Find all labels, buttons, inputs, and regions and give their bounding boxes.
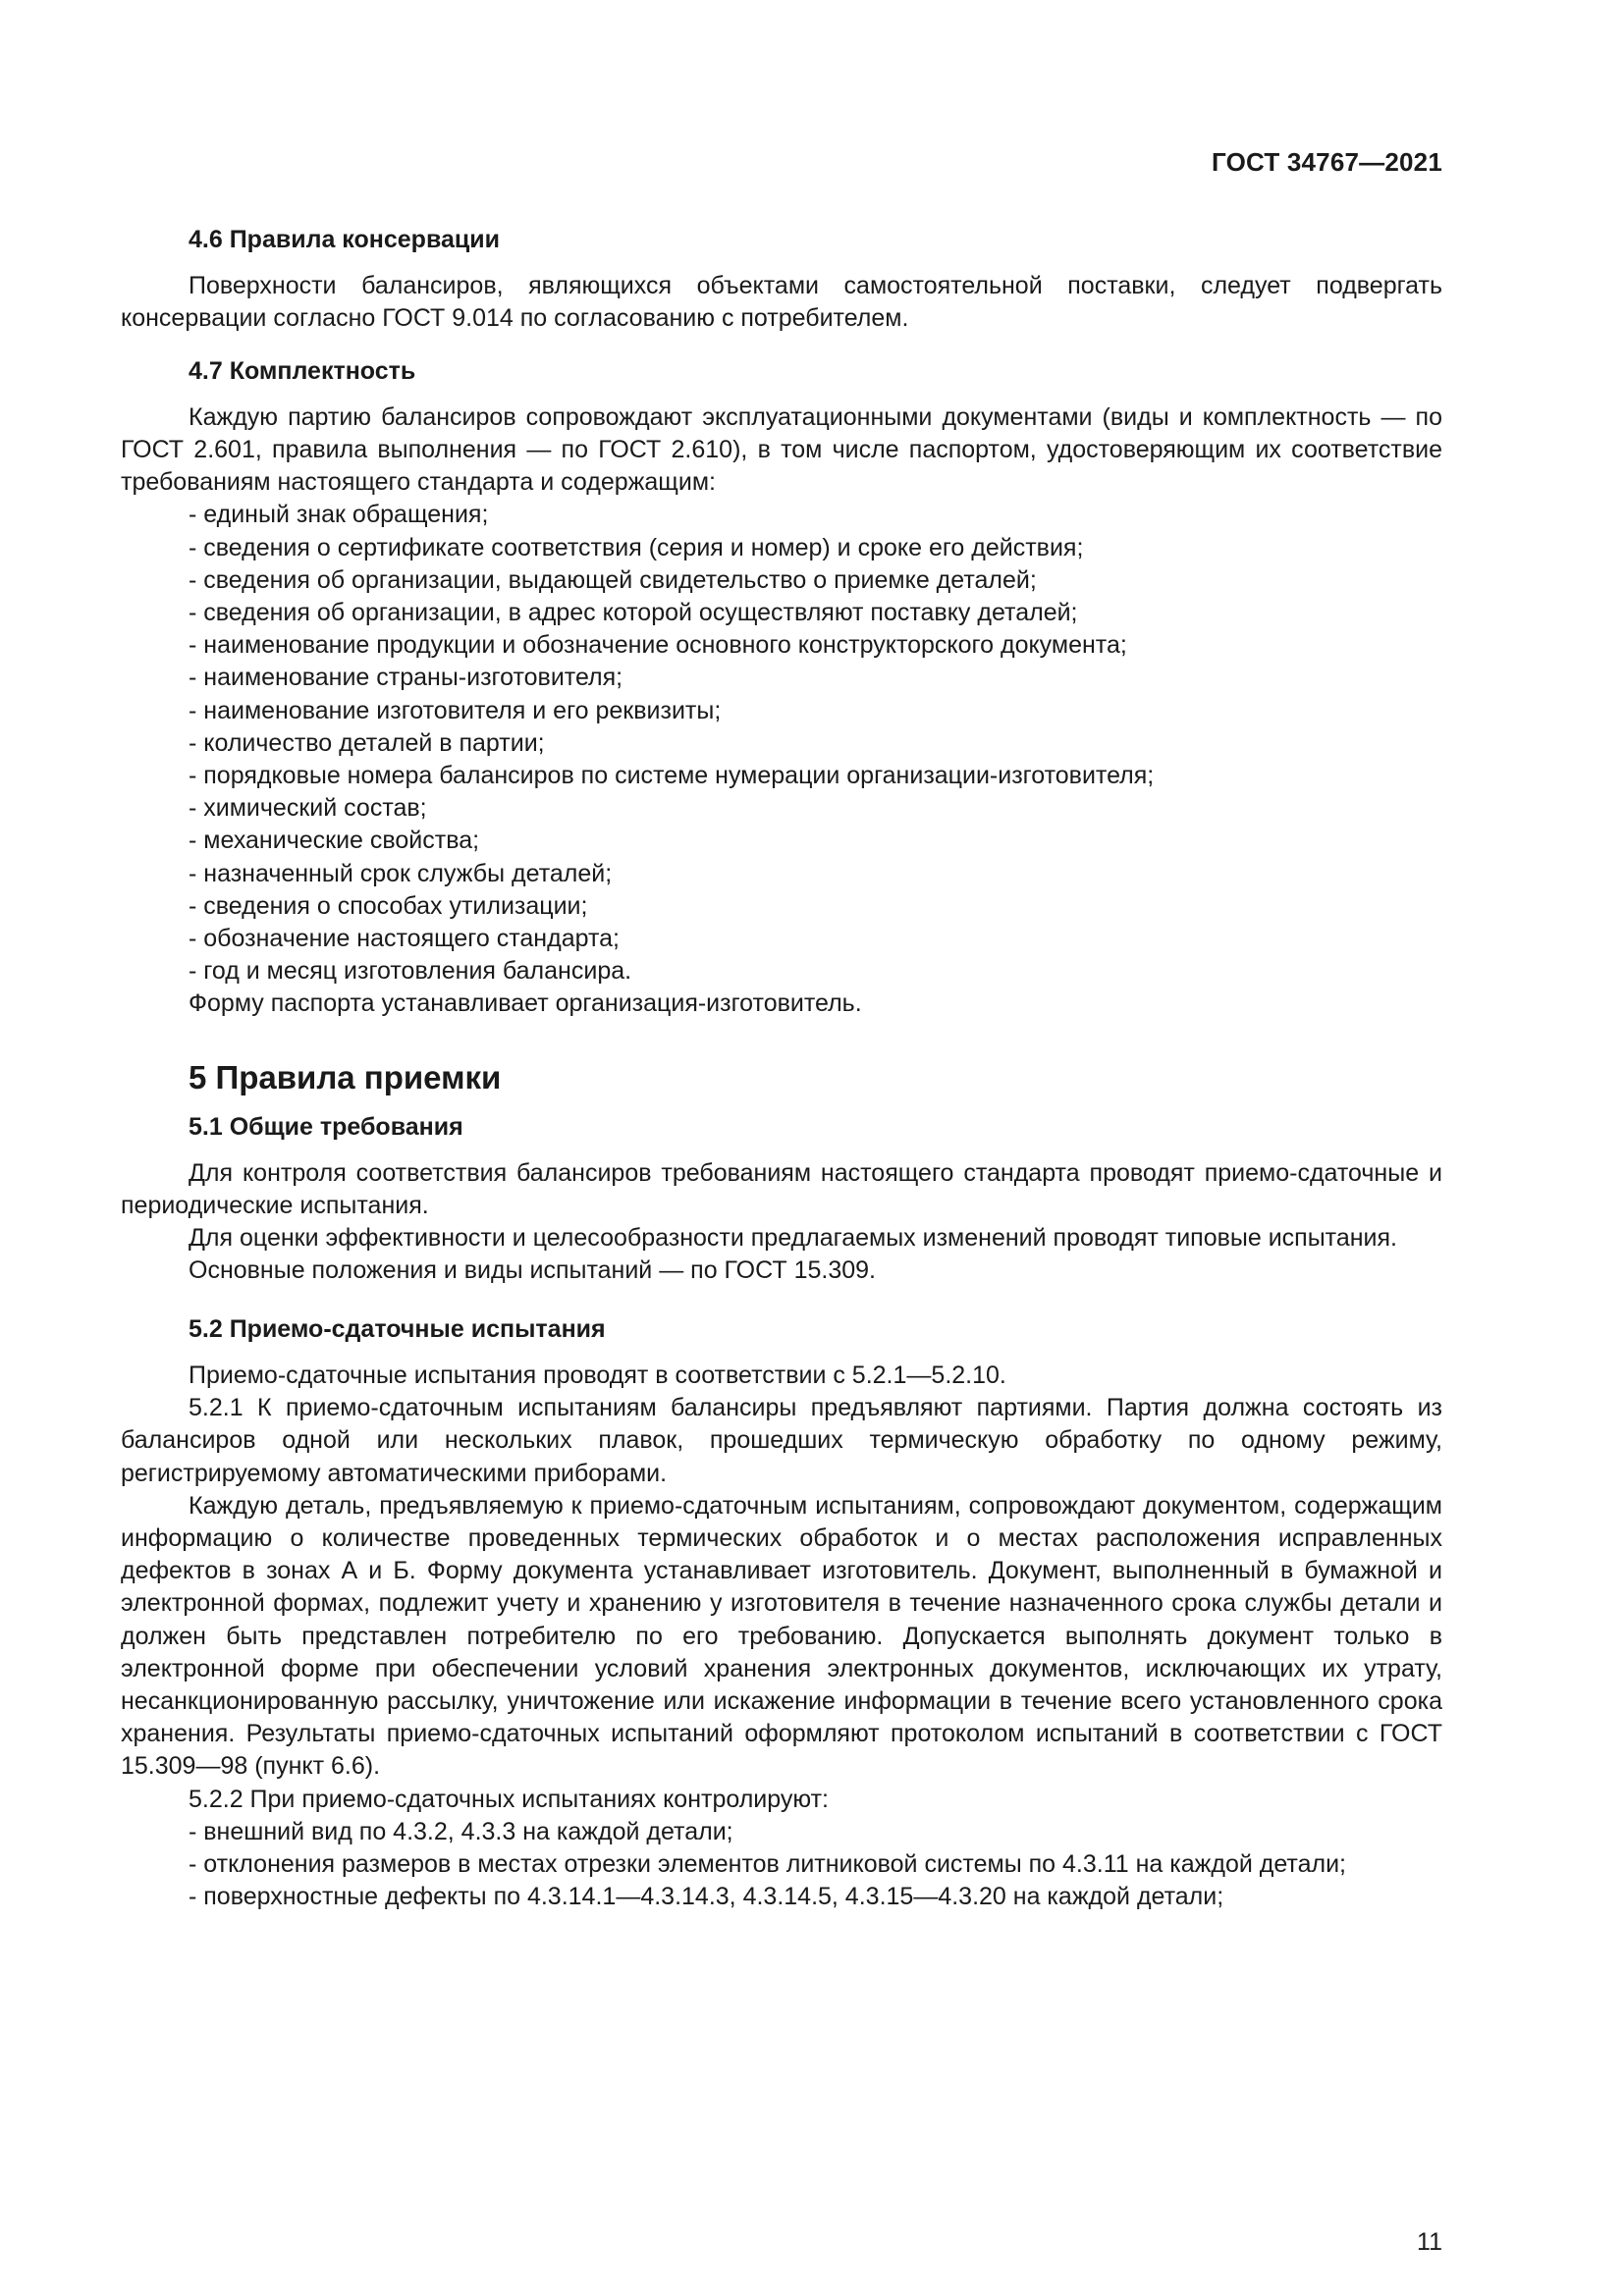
- list-item: - назначенный срок службы деталей;: [189, 859, 613, 887]
- section-5-2-paragraph-1: Приемо-сдаточные испытания проводят в соответствии с 5.2.1—5.2.10.: [189, 1361, 1006, 1389]
- section-4-6-heading: 4.6 Правила консервации: [189, 226, 500, 253]
- list-item: - наименование продукции и обозначение основного конструкторского документа;: [189, 631, 1127, 660]
- list-item: - наименование изготовителя и его реквизиты;: [189, 696, 722, 724]
- page-number: 11: [1417, 2228, 1442, 2256]
- document-code-header: ГОСТ 34767—2021: [1212, 147, 1442, 177]
- list-item: - сведения об организации, в адрес которой осуществляют поставку деталей;: [189, 599, 1078, 627]
- list-item: - количество деталей в партии;: [189, 728, 545, 757]
- list-item: - химический состав;: [189, 794, 427, 823]
- list-item: - обозначение настоящего стандарта;: [189, 925, 620, 953]
- page-body: [121, 224, 1442, 1913]
- section-5-1-paragraph-1: Для контроля соответствия балансиров требованиям настоящего стандарта проводят приемо-сдаточные и периодические испытания.: [121, 1158, 1442, 1220]
- section-5-1-heading: 5.1 Общие требования: [189, 1112, 463, 1141]
- section-5-heading: 5 Правила приемки: [189, 1058, 502, 1095]
- list-item: - наименование страны-изготовителя;: [189, 664, 623, 692]
- list-item: - внешний вид по 4.3.2, 4.3.3 на каждой детали;: [189, 1817, 733, 1845]
- list-item: - порядковые номера балансиров по системе нумерации организации-изготовителя;: [189, 762, 1155, 790]
- section-5-2-1-paragraph: 5.2.1 К приемо-сдаточным испытаниям балансиры предъявляют партиями. Партия должна состоять из балансиров одной или нескольких плавок, прошедших термическую обработку по одному режиму, регистрируемому автоматическими приборами.: [121, 1394, 1442, 1487]
- passport-form-note: Форму паспорта устанавливает организация-изготовитель.: [189, 989, 862, 1018]
- section-5-2-heading: 5.2 Приемо-сдаточные испытания: [189, 1314, 606, 1343]
- list-item: - сведения об организации, выдающей свидетельство о приемке деталей;: [189, 565, 1037, 594]
- list-item: - сведения о способах утилизации;: [189, 891, 588, 920]
- list-item: - механические свойства;: [189, 827, 480, 855]
- list-item: - единый знак обращения;: [189, 501, 489, 529]
- section-4-7-heading: 4.7 Комплектность: [189, 356, 416, 385]
- passport-contents-list: [121, 499, 1442, 988]
- list-item: - сведения о сертификате соответствия (серия и номер) и сроке его действия;: [189, 533, 1084, 561]
- section-5-1-paragraph-3: Основные положения и виды испытаний — по ГОСТ 15.309.: [189, 1256, 876, 1285]
- list-item: - отклонения размеров в местах отрезки элементов литниковой системы по 4.3.11 на каждой детали;: [189, 1849, 1346, 1878]
- list-item: - поверхностные дефекты по 4.3.14.1—4.3.14.3, 4.3.14.5, 4.3.15—4.3.20 на каждой детали;: [189, 1883, 1224, 1911]
- section-4-7-paragraph: Каждую партию балансиров сопровождают эксплуатационными документами (виды и комплектность — по ГОСТ 2.601, правила выполнения — по ГОСТ 2.610), в том числе паспортом, удостоверяющим их соответствие требованиям настоящего стандарта и содержащим:: [121, 402, 1442, 497]
- list-item: - год и месяц изготовления балансира.: [189, 957, 632, 986]
- section-5-1-paragraph-2: Для оценки эффективности и целесообразности предлагаемых изменений проводят типовые испытания.: [189, 1224, 1398, 1253]
- section-4-6-paragraph: Поверхности балансиров, являющихся объектами самостоятельной поставки, следует подвергать консервации согласно ГОСТ 9.014 по согласованию с потребителем.: [121, 272, 1442, 333]
- inspection-items-list: [121, 1816, 1442, 1914]
- section-5-2-1-document-paragraph: Каждую деталь, предъявляемую к приемо-сдаточным испытаниям, сопровождают документом, содержащим информацию о количестве проведенных термических обработок и о местах расположения исправленных дефектов в зонах А и Б. Форму документа устанавливает изготовитель. Документ, выполненный в бумажной и электронной формах, подлежит учету и хранению у изготовителя в течение назначенного срока службы детали и должен быть представлен потребителю по его требованию. Допускается выполнять документ только в электронной форме при обеспечении условий хранения электронных документов, исключающих их утрату, несанкционированную рассылку, уничтожение или искажение информации в течение всего установленного срока хранения. Результаты приемо-сдаточных испытаний оформляют протоколом испытаний в соответствии с ГОСТ 15.309—98 (пункт 6.6).: [121, 1491, 1442, 1781]
- section-5-2-2-paragraph: 5.2.2 При приемо-сдаточных испытаниях контролируют:: [189, 1785, 829, 1813]
